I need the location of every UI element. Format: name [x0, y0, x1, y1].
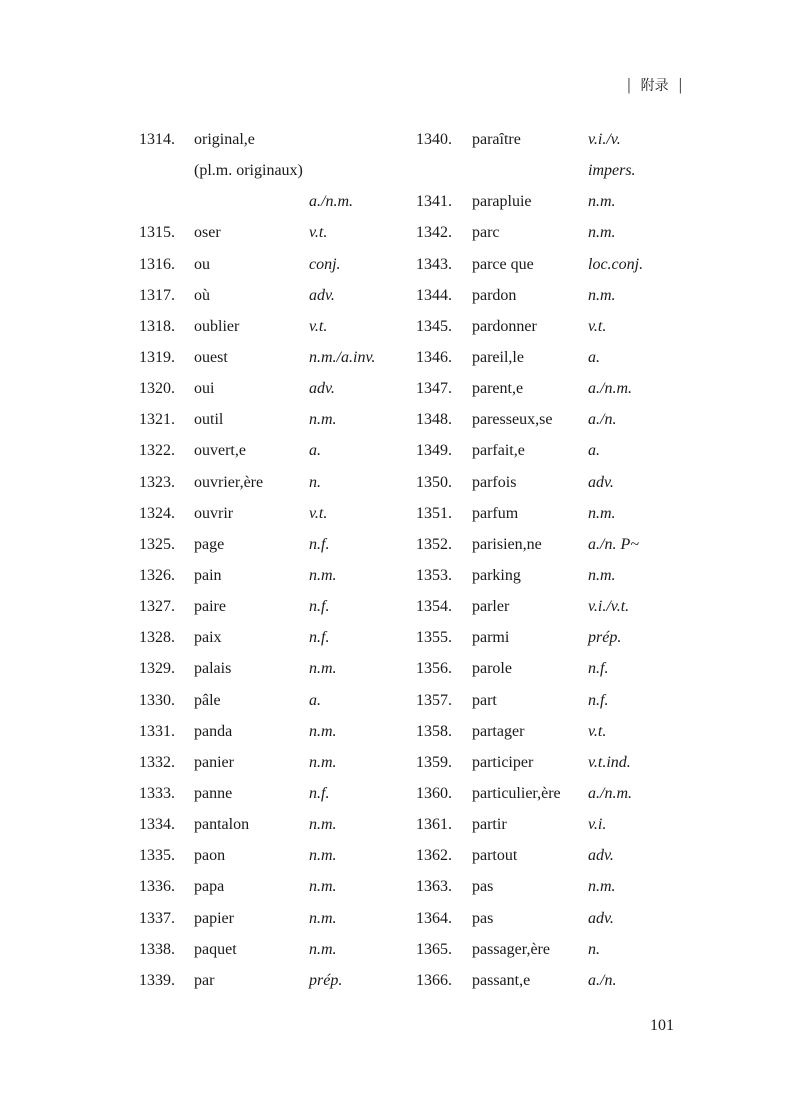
- entry-word: pardonner: [472, 317, 537, 335]
- entry-part-of-speech: adv.: [309, 286, 335, 304]
- entry-word: parking: [472, 566, 521, 584]
- entry-number: 1364.: [416, 909, 452, 927]
- entry-part-of-speech: n.m.: [588, 504, 616, 522]
- entry-part-of-speech: v.i./v.: [588, 131, 621, 148]
- entry-part-of-speech: a./n. P~: [588, 535, 639, 553]
- entry-number: 1327.: [139, 598, 175, 616]
- entry-word: parfait,e: [472, 442, 525, 460]
- entry-number: 1346.: [416, 348, 452, 366]
- entry-word: pain: [194, 566, 222, 584]
- entry-part-of-speech: n.f.: [588, 691, 609, 709]
- running-header: [627, 75, 682, 95]
- entry-word: parmi: [472, 629, 510, 647]
- entry-part-of-speech: v.t.: [588, 722, 607, 740]
- entry-word: pareil,le: [472, 348, 524, 366]
- entry-word: ouvert,e: [194, 442, 246, 460]
- entry-part-of-speech: a.: [588, 348, 600, 366]
- entry-number: 1334.: [139, 816, 175, 834]
- entry-word: pas: [472, 909, 494, 927]
- entry-number: 1328.: [139, 629, 175, 647]
- entry-number: 1322.: [139, 442, 175, 460]
- entry-number: 1340.: [416, 131, 452, 148]
- entry-part-of-speech: n.m.: [309, 722, 337, 740]
- entry-number: 1316.: [139, 255, 175, 273]
- entry-number: 1339.: [139, 971, 175, 989]
- entry-word: pardon: [472, 286, 517, 304]
- entry-part-of-speech: n.: [588, 940, 600, 958]
- entry-word: parce que: [472, 255, 534, 273]
- entry-number: 1330.: [139, 691, 175, 709]
- entry-part-of-speech: n.m.: [309, 411, 337, 429]
- entry-part-of-speech: n.m.: [588, 566, 616, 584]
- entry-word: (pl.m. originaux): [194, 162, 303, 180]
- entry-part-of-speech: a./n.m.: [309, 193, 353, 211]
- entry-number: 1357.: [416, 691, 452, 709]
- entry-word: oublier: [194, 317, 240, 335]
- entry-word: panne: [194, 784, 233, 802]
- entry-number: 1324.: [139, 504, 175, 522]
- entry-number: 1359.: [416, 753, 452, 771]
- entry-part-of-speech: a./n.: [588, 411, 617, 429]
- entry-part-of-speech: v.t.: [309, 224, 328, 242]
- entry-word: paquet: [194, 940, 237, 958]
- entry-word: ouvrier,ère: [194, 473, 264, 491]
- entry-number: 1341.: [416, 193, 452, 211]
- entry-part-of-speech: conj.: [309, 255, 341, 273]
- page-number: 101: [650, 1017, 674, 1034]
- entry-word: ou: [194, 255, 210, 273]
- entry-part-of-speech: prép.: [309, 971, 343, 989]
- entry-part-of-speech: n.m.: [309, 566, 337, 584]
- section-title: 附录: [640, 78, 669, 94]
- entry-number: 1337.: [139, 909, 175, 927]
- entry-part-of-speech: n.m.: [588, 878, 616, 896]
- entry-part-of-speech: n.f.: [309, 535, 330, 553]
- entry-number: 1361.: [416, 816, 452, 834]
- entry-word: parapluie: [472, 193, 532, 211]
- entry-part-of-speech: n.m.: [309, 878, 337, 896]
- entry-word: parfum: [472, 504, 519, 522]
- entry-part-of-speech: n.m.: [309, 660, 337, 678]
- entry-part-of-speech: adv.: [588, 909, 614, 927]
- entry-part-of-speech: impers.: [588, 162, 636, 180]
- entry-part-of-speech: a.: [309, 691, 321, 709]
- entry-part-of-speech: v.i./v.t.: [588, 598, 630, 616]
- entry-number: 1314.: [139, 131, 175, 148]
- entry-part-of-speech: v.t.: [309, 504, 328, 522]
- header-divider: |: [627, 75, 631, 94]
- entry-number: 1329.: [139, 660, 175, 678]
- entry-number: 1351.: [416, 504, 452, 522]
- entry-number: 1362.: [416, 847, 452, 865]
- entry-number: 1321.: [139, 411, 175, 429]
- entry-number: 1345.: [416, 317, 452, 335]
- entry-number: 1356.: [416, 660, 452, 678]
- entry-word: participer: [472, 753, 534, 771]
- entry-part-of-speech: n.m.: [309, 909, 337, 927]
- entry-number: 1336.: [139, 878, 175, 896]
- entry-word: panier: [194, 753, 234, 771]
- entry-part-of-speech: n.m.: [309, 753, 337, 771]
- entry-part-of-speech: n.m./a.inv.: [309, 348, 376, 366]
- entry-number: 1318.: [139, 317, 175, 335]
- entry-part-of-speech: n.f.: [309, 629, 330, 647]
- entry-word: particulier,ère: [472, 784, 561, 802]
- entry-number: 1353.: [416, 566, 452, 584]
- entry-number: 1344.: [416, 286, 452, 304]
- entry-word: parfois: [472, 473, 517, 491]
- entry-number: 1333.: [139, 784, 175, 802]
- entry-part-of-speech: v.t.: [309, 317, 328, 335]
- entry-number: 1325.: [139, 535, 175, 553]
- entry-number: 1349.: [416, 442, 452, 460]
- entry-number: 1323.: [139, 473, 175, 491]
- entry-word: où: [194, 286, 210, 304]
- entry-part-of-speech: a.: [588, 442, 600, 460]
- entry-word: parent,e: [472, 380, 524, 398]
- entry-part-of-speech: a./n.m.: [588, 784, 632, 802]
- entry-number: 1343.: [416, 255, 452, 273]
- entry-word: part: [472, 691, 497, 709]
- entry-part-of-speech: a./n.m.: [588, 380, 632, 398]
- entry-word: partager: [472, 722, 525, 740]
- entry-part-of-speech: adv.: [588, 473, 614, 491]
- entry-part-of-speech: n.m.: [309, 847, 337, 865]
- header-divider: |: [678, 75, 682, 94]
- entry-word: passant,e: [472, 971, 531, 989]
- entry-part-of-speech: n.m.: [309, 816, 337, 834]
- entry-number: 1338.: [139, 940, 175, 958]
- entry-number: 1363.: [416, 878, 452, 896]
- entry-number: 1347.: [416, 380, 452, 398]
- entry-number: 1331.: [139, 722, 175, 740]
- entry-number: 1315.: [139, 224, 175, 242]
- entry-word: paon: [194, 847, 226, 865]
- entry-part-of-speech: n.f.: [309, 598, 330, 616]
- entry-word: pâle: [194, 691, 221, 709]
- entry-number: 1365.: [416, 940, 452, 958]
- entry-number: 1360.: [416, 784, 452, 802]
- entry-number: 1358.: [416, 722, 452, 740]
- entry-part-of-speech: n.m.: [588, 286, 616, 304]
- entry-word: paraître: [472, 131, 521, 148]
- entry-word: pantalon: [194, 816, 250, 834]
- entry-word: parisien,ne: [472, 535, 542, 553]
- entry-number: 1350.: [416, 473, 452, 491]
- entry-word: passager,ère: [472, 940, 550, 958]
- entry-word: page: [194, 535, 225, 553]
- entry-number: 1355.: [416, 629, 452, 647]
- entry-number: 1354.: [416, 598, 452, 616]
- entry-part-of-speech: n.m.: [588, 193, 616, 211]
- entry-number: 1366.: [416, 971, 452, 989]
- entry-word: paresseux,se: [472, 411, 553, 429]
- entry-word: pas: [472, 878, 494, 896]
- entry-word: paix: [194, 629, 222, 647]
- entry-number: 1335.: [139, 847, 175, 865]
- entry-number: 1319.: [139, 348, 175, 366]
- entry-word: partir: [472, 816, 507, 834]
- entry-part-of-speech: n.m.: [309, 940, 337, 958]
- entry-part-of-speech: v.t.: [588, 317, 607, 335]
- entry-word: parler: [472, 598, 510, 616]
- entry-word: original,e: [194, 131, 255, 148]
- entry-word: panda: [194, 722, 233, 740]
- entry-word: ouvrir: [194, 504, 234, 522]
- entry-word: palais: [194, 660, 232, 678]
- entry-number: 1342.: [416, 224, 452, 242]
- entry-word: oser: [194, 224, 221, 242]
- entry-word: papier: [194, 909, 234, 927]
- entry-word: par: [194, 971, 215, 989]
- entry-word: paire: [194, 598, 226, 616]
- entry-word: oui: [194, 380, 215, 398]
- entry-part-of-speech: prép.: [588, 629, 622, 647]
- entry-word: partout: [472, 847, 518, 865]
- entry-number: 1352.: [416, 535, 452, 553]
- entry-part-of-speech: v.t.ind.: [588, 753, 631, 771]
- entry-part-of-speech: n.: [309, 473, 321, 491]
- entry-part-of-speech: v.i.: [588, 816, 607, 834]
- entry-part-of-speech: loc.conj.: [588, 255, 644, 273]
- entry-number: 1348.: [416, 411, 452, 429]
- entry-part-of-speech: n.f.: [588, 660, 609, 678]
- entry-number: 1332.: [139, 753, 175, 771]
- entry-part-of-speech: a.: [309, 442, 321, 460]
- entry-word: ouest: [194, 348, 228, 366]
- entry-part-of-speech: a./n.: [588, 971, 617, 989]
- entry-word: parc: [472, 224, 500, 242]
- entry-number: 1326.: [139, 566, 175, 584]
- entry-part-of-speech: adv.: [588, 847, 614, 865]
- entry-part-of-speech: n.m.: [588, 224, 616, 242]
- entry-part-of-speech: adv.: [309, 380, 335, 398]
- entry-word: parole: [472, 660, 512, 678]
- entry-part-of-speech: n.f.: [309, 784, 330, 802]
- entry-word: outil: [194, 411, 224, 429]
- entry-word: papa: [194, 878, 225, 896]
- entry-number: 1320.: [139, 380, 175, 398]
- entry-number: 1317.: [139, 286, 175, 304]
